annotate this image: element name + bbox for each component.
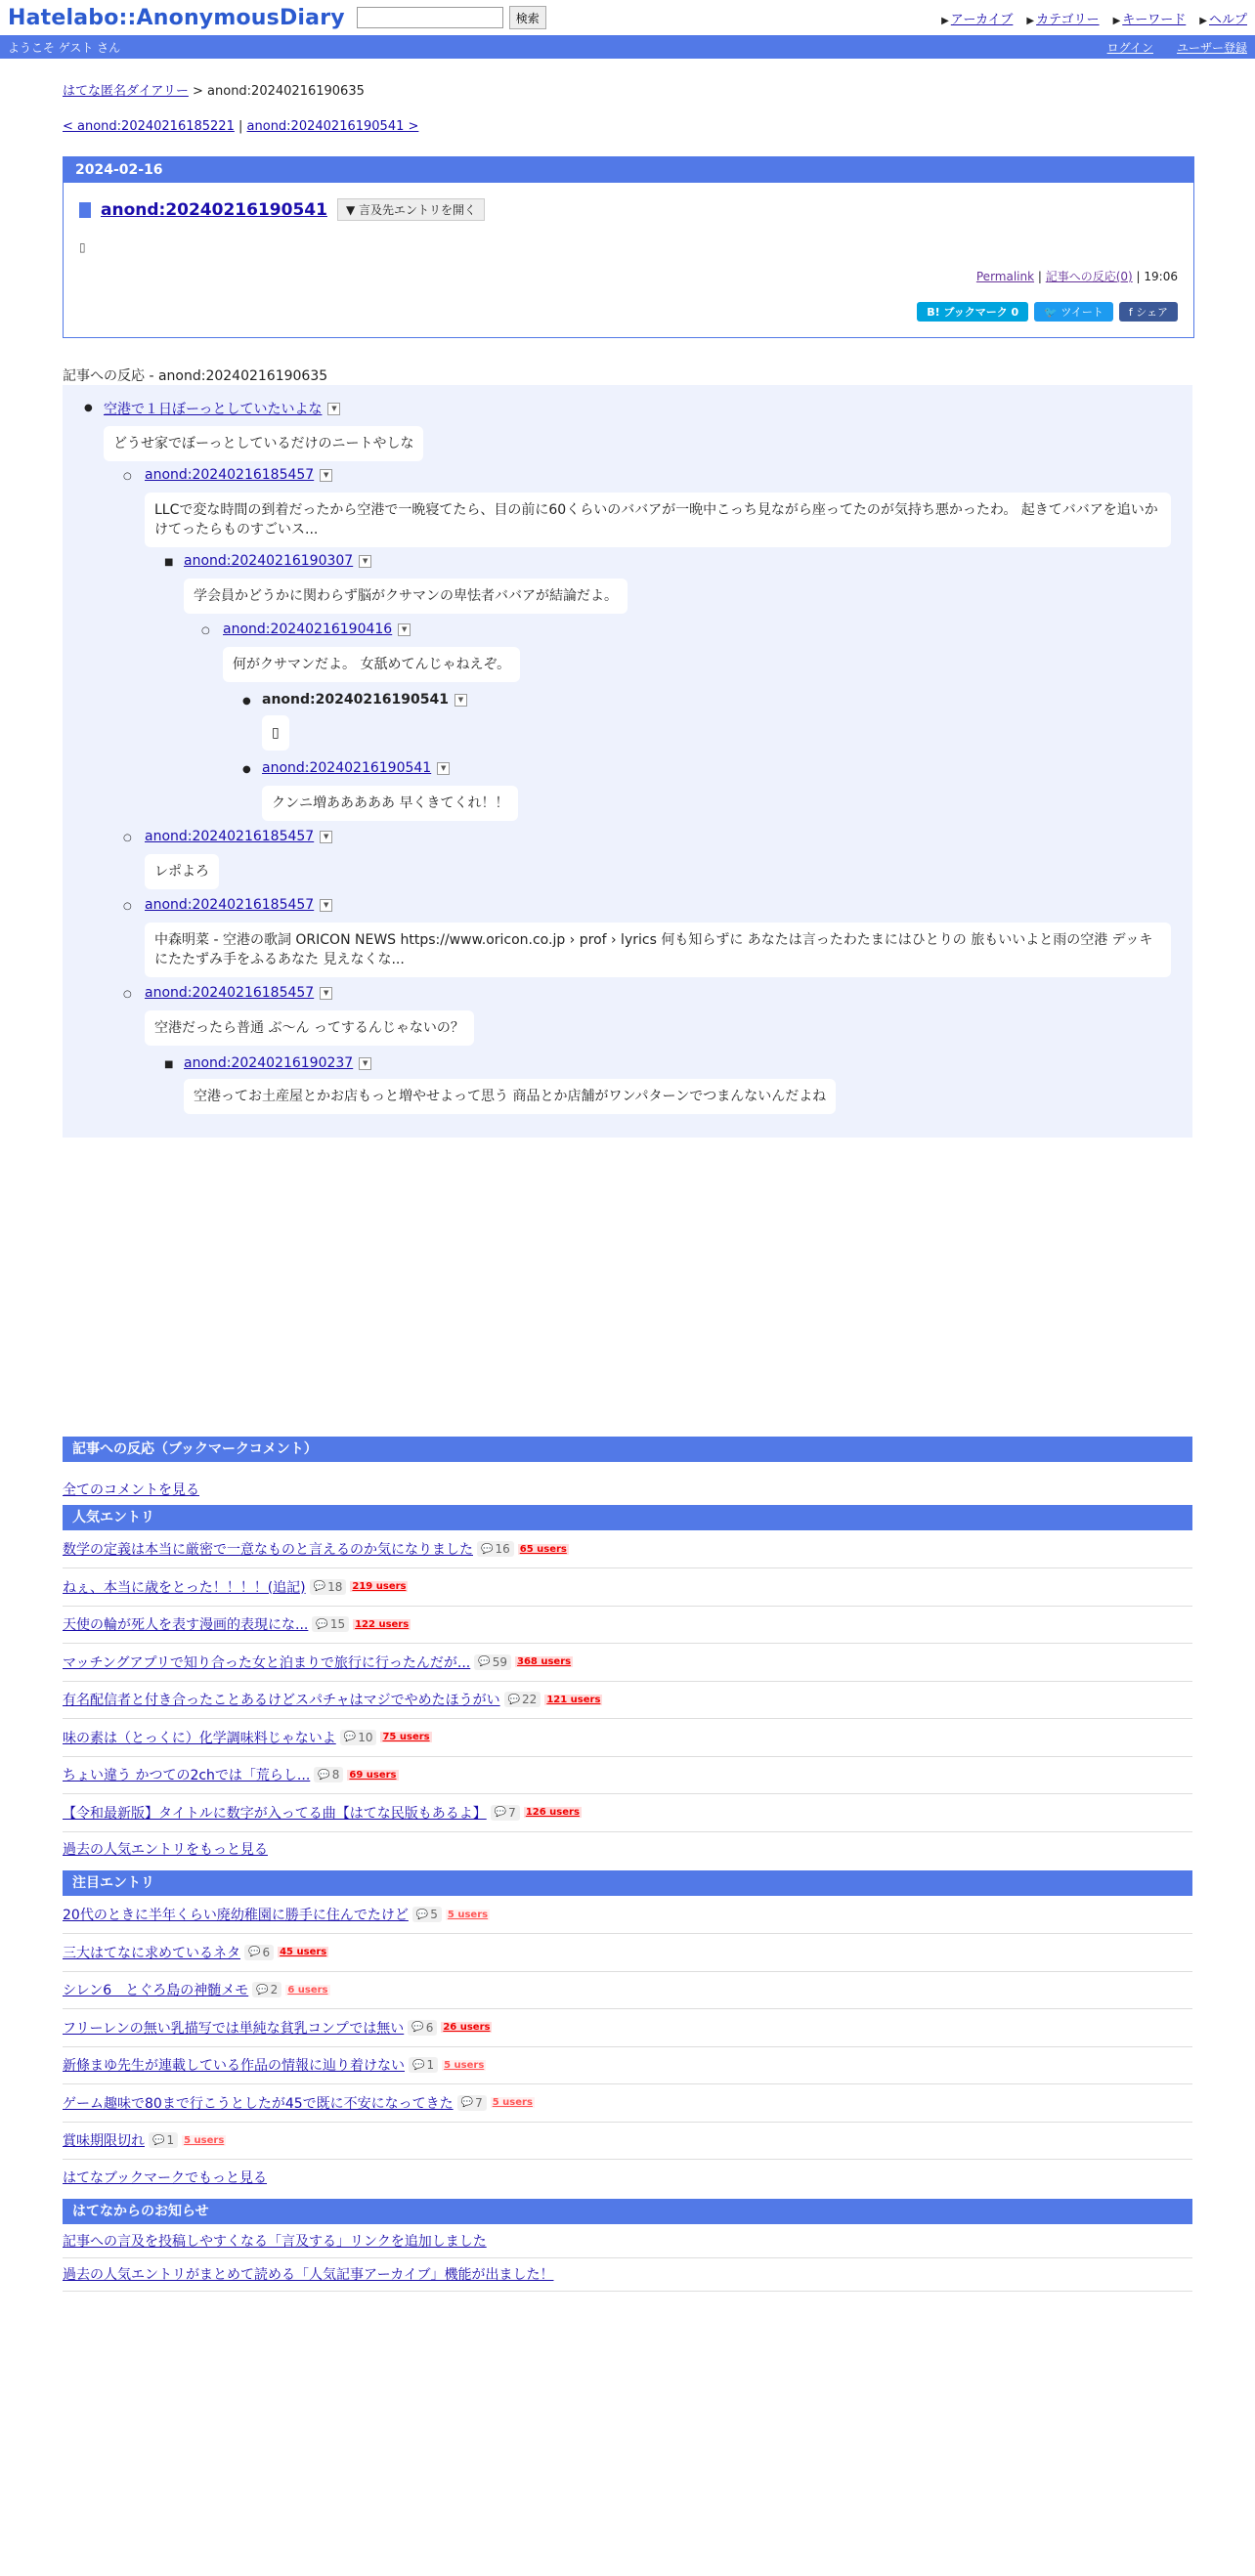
dropdown-icon[interactable]: ▼ bbox=[454, 694, 467, 707]
bullet-circle: ○ bbox=[123, 471, 132, 482]
dropdown-icon[interactable]: ▼ bbox=[320, 831, 332, 843]
dropdown-icon[interactable]: ▼ bbox=[398, 623, 411, 636]
tweet-label: ツイート bbox=[1060, 306, 1104, 319]
users-badge[interactable]: 368 users bbox=[516, 1656, 572, 1667]
popular-more-link[interactable]: 過去の人気エントリをもっと見る bbox=[63, 1842, 268, 1858]
comment-bubble-icon: 💬 bbox=[152, 2134, 165, 2146]
users-badge[interactable]: 219 users bbox=[352, 1581, 407, 1592]
comment-count[interactable] bbox=[474, 1654, 511, 1670]
reaction-node bbox=[184, 1055, 371, 1071]
reaction-bubble: クンニ増あああああ 早くきてくれ！！ bbox=[262, 786, 518, 821]
breadcrumb-current: anond:20240216190635 bbox=[207, 84, 365, 99]
facebook-share-button[interactable] bbox=[1119, 302, 1178, 322]
entry-meta: Permalink | 記事への反応(0) | 19:06 bbox=[975, 270, 1178, 283]
top-bar bbox=[0, 0, 1255, 35]
dropdown-icon[interactable]: ▼ bbox=[437, 762, 450, 775]
chevron-right-icon: ▶ bbox=[1026, 15, 1035, 26]
comment-count[interactable] bbox=[149, 2132, 178, 2148]
users-badge[interactable]: 122 users bbox=[355, 1618, 410, 1630]
comment-count[interactable] bbox=[412, 1907, 442, 1922]
users-badge[interactable]: 5 users bbox=[184, 2134, 225, 2146]
search-input[interactable] bbox=[357, 7, 503, 28]
comment-count-value: 22 bbox=[522, 1693, 538, 1706]
comment-count-value: 6 bbox=[425, 2020, 434, 2035]
reaction-node bbox=[184, 553, 371, 569]
nav-category[interactable]: カテゴリー bbox=[1036, 12, 1100, 27]
entry-link[interactable]: 有名配信者と付き合ったことあるけどスパチャはマジでやめたほうがい bbox=[63, 1693, 500, 1708]
comment-count-value: 6 bbox=[262, 1945, 271, 1959]
reactions-tree bbox=[63, 385, 1192, 1138]
comment-bubble-icon: 💬 bbox=[318, 1769, 330, 1781]
attention-entry-row bbox=[63, 2009, 1192, 2047]
reaction-node bbox=[145, 985, 332, 1001]
comment-bubble-icon: 💬 bbox=[343, 1732, 357, 1742]
news-header: はてなからのお知らせ bbox=[63, 2199, 1192, 2224]
reaction-bubble: どうせ家でぼーっとしているだけのニートやしな bbox=[104, 426, 423, 461]
entry-link[interactable]: 味の素は（とっくに）化学調味料じゃないよ bbox=[63, 1730, 336, 1746]
reaction-bubble: 空港だったら普通 ぶ〜ん ってするんじゃないの？ bbox=[145, 1010, 474, 1046]
entry-title[interactable]: anond:20240216190541 bbox=[101, 199, 327, 220]
entry-link[interactable]: ちょい違う かつての2chでは「荒らし... bbox=[63, 1768, 311, 1783]
comment-count[interactable] bbox=[409, 2057, 438, 2073]
register-link[interactable]: ユーザー登録 bbox=[1176, 40, 1247, 55]
permalink[interactable]: Permalink bbox=[975, 270, 1035, 283]
popular-entry-row bbox=[63, 1756, 1192, 1794]
facebook-icon: f bbox=[1128, 305, 1137, 319]
users-badge[interactable]: 6 users bbox=[287, 1984, 328, 1996]
comment-bubble-icon: 💬 bbox=[460, 2097, 474, 2108]
attention-entry-row bbox=[63, 2046, 1192, 2084]
users-badge[interactable]: 5 users bbox=[444, 2059, 485, 2071]
bullet-square: ■ bbox=[164, 557, 174, 568]
popular-entry-row bbox=[63, 1644, 1192, 1682]
reaction-node bbox=[145, 467, 332, 483]
reaction-link[interactable]: anond:20240216190237 bbox=[184, 1055, 354, 1071]
popular-entry-row bbox=[63, 1719, 1192, 1757]
reaction-node bbox=[262, 760, 450, 776]
bullet-circle: ○ bbox=[123, 901, 132, 912]
comment-bubble-icon: 💬 bbox=[256, 1984, 269, 1996]
attention-entry-row bbox=[63, 2084, 1192, 2123]
reaction-link[interactable]: anond:20240216185457 bbox=[145, 897, 315, 913]
comment-count-value: 7 bbox=[508, 1805, 516, 1820]
hatena-bookmark-button[interactable]: B! ブックマーク 0 bbox=[917, 302, 1028, 322]
comment-count-value: 18 bbox=[327, 1579, 343, 1594]
reaction-link[interactable]: anond:20240216185457 bbox=[145, 829, 315, 844]
reactions-title: 記事への反応 - anond:20240216190635 bbox=[63, 365, 1192, 388]
news-item bbox=[63, 2257, 1192, 2292]
popular-header: 人気エントリ bbox=[63, 1505, 1192, 1530]
news-link[interactable]: 過去の人気エントリがまとめて読める「人気記事アーカイブ」機能が出ました！ bbox=[63, 2267, 554, 2283]
comment-count[interactable] bbox=[504, 1692, 541, 1707]
entry-body: ▯ bbox=[79, 240, 86, 254]
welcome-bar bbox=[0, 35, 1255, 59]
users-badge[interactable]: 65 users bbox=[519, 1543, 567, 1555]
reaction-link[interactable]: 空港で１日ぼーっとしていたいよな bbox=[104, 402, 323, 417]
comment-count-value: 2 bbox=[270, 1983, 279, 1996]
popular-entry-row bbox=[63, 1530, 1192, 1568]
popular-entry-row bbox=[63, 1606, 1192, 1644]
users-badge[interactable]: 75 users bbox=[382, 1732, 430, 1742]
reaction-bubble: 中森明菜 - 空港の歌詞 ORICON NEWS https://www.oricon.co.jp › prof › lyrics 何も知らずに あなたは言ったわたまにはひとりの 旅もいいよと雨の空港 デッキにたたずみ手をふるあなた 見えなくな... bbox=[145, 923, 1171, 977]
twitter-icon: 🐦 bbox=[1044, 305, 1061, 319]
reaction-node-current bbox=[262, 692, 467, 708]
reaction-bubble: LLCで変な時間の到着だったから空港で一晩寝てたら、目の前に60くらいのババアが一晩中こっち見ながら座ってたのが気持ち悪かったわ。 起きてババアを追いかけてったらものすごいス... bbox=[145, 493, 1171, 547]
reaction-link[interactable]: anond:20240216190416 bbox=[223, 622, 393, 637]
attention-header: 注目エントリ bbox=[63, 1870, 1192, 1896]
comment-count[interactable] bbox=[408, 2020, 437, 2036]
reaction-bubble: レポよろ bbox=[145, 854, 219, 889]
users-badge[interactable]: 26 users bbox=[443, 2022, 491, 2033]
comment-bubble-icon: 💬 bbox=[411, 2022, 424, 2033]
comment-count-value: 1 bbox=[166, 2133, 175, 2147]
users-badge[interactable]: 126 users bbox=[525, 1807, 580, 1818]
users-badge[interactable]: 121 users bbox=[546, 1694, 601, 1705]
bullet-circle: ○ bbox=[201, 625, 210, 636]
attention-entry-row bbox=[63, 1934, 1192, 1972]
entry-link[interactable]: シレン6 とぐろ島の神髄メモ bbox=[63, 1983, 249, 1998]
day-date: 2024-02-16 bbox=[64, 157, 1193, 183]
reaction-node bbox=[145, 829, 332, 844]
comment-bubble-icon: 💬 bbox=[481, 1543, 494, 1555]
top-nav bbox=[941, 9, 1247, 27]
reaction-bubble: 学会員かどうかに関わらず脳がクサマンの卑怯者ババアが結論だよ。 bbox=[184, 579, 628, 614]
users-badge[interactable]: 5 users bbox=[447, 1909, 489, 1920]
prev-next-sep: | bbox=[238, 119, 243, 134]
entry-link[interactable]: ゲーム趣味で80まで行こうとしたが45で既に不安になってきた bbox=[63, 2095, 454, 2112]
prev-next-nav bbox=[63, 119, 1192, 134]
comment-count[interactable] bbox=[314, 1767, 343, 1782]
news-link[interactable]: 記事への言及を投稿しやすくなる「言及する」リンクを追加しました bbox=[63, 2234, 487, 2250]
login-link[interactable]: ログイン bbox=[1106, 40, 1153, 55]
comment-count-value: 5 bbox=[430, 1908, 438, 1921]
next-entry-link[interactable]: anond:20240216190541 > bbox=[246, 119, 419, 134]
nav-help[interactable]: ヘルプ bbox=[1208, 12, 1247, 27]
comment-bubble-icon: 💬 bbox=[412, 2059, 425, 2071]
popular-entry-row bbox=[63, 1794, 1192, 1832]
reaction-link[interactable]: anond:20240216190541 bbox=[262, 760, 432, 776]
search-form bbox=[357, 6, 546, 29]
attention-entry-row bbox=[63, 1896, 1192, 1934]
all-comments-link[interactable]: 全てのコメントを見る bbox=[63, 1482, 199, 1498]
entry-link[interactable]: 数学の定義は本当に厳密で一意なものと言えるのか気になりました bbox=[63, 1542, 473, 1558]
reaction-link[interactable]: anond:20240216190307 bbox=[184, 553, 354, 569]
comment-count[interactable] bbox=[252, 1982, 281, 1997]
comment-bubble-icon: 💬 bbox=[316, 1618, 328, 1630]
popular-entry-row bbox=[63, 1681, 1192, 1719]
reaction-link[interactable]: anond:20240216185457 bbox=[145, 985, 315, 1001]
breadcrumb bbox=[63, 80, 1192, 99]
comment-bubble-icon: 💬 bbox=[507, 1694, 521, 1705]
comment-count[interactable] bbox=[244, 1945, 274, 1960]
bullet-disc: ● bbox=[242, 764, 251, 775]
bullet-circle: ○ bbox=[123, 989, 132, 1000]
entry-link[interactable]: 賞味期限切れ bbox=[63, 2133, 145, 2149]
dropdown-icon[interactable]: ▼ bbox=[320, 987, 332, 1000]
entry-link[interactable]: マッチングアプリで知り合った女と泊まりで旅行に行ったんだが... bbox=[63, 1654, 471, 1671]
chevron-right-icon: ▶ bbox=[941, 15, 949, 26]
comment-bubble-icon: 💬 bbox=[415, 1909, 429, 1920]
day-section bbox=[63, 156, 1194, 338]
bullet-disc: ● bbox=[242, 696, 251, 707]
attention-more-link[interactable]: はてなブックマークでもっと見る bbox=[63, 2170, 268, 2186]
entry-time: 19:06 bbox=[1144, 270, 1178, 283]
dropdown-icon[interactable]: ▼ bbox=[320, 899, 332, 912]
open-reference-button[interactable]: ▼ 言及先エントリを開く bbox=[337, 198, 485, 221]
breadcrumb-sep: > bbox=[192, 84, 203, 99]
users-badge[interactable]: 69 users bbox=[349, 1769, 397, 1781]
dropdown-icon[interactable]: ▼ bbox=[320, 469, 332, 482]
entry bbox=[64, 183, 1193, 337]
chevron-right-icon: ▶ bbox=[1199, 15, 1207, 26]
facebook-label: シェア bbox=[1136, 306, 1168, 319]
search-button[interactable]: 検索 bbox=[509, 6, 546, 29]
entry-marker-icon bbox=[79, 202, 91, 218]
entry-link[interactable]: 三大はてなに求めているネタ bbox=[63, 1945, 240, 1961]
users-badge[interactable]: 5 users bbox=[492, 2097, 533, 2108]
comment-count-value: 1 bbox=[426, 2058, 435, 2072]
site-logo[interactable]: Hatelabo::AnonymousDiary bbox=[8, 5, 345, 30]
comment-bubble-icon: 💬 bbox=[248, 1947, 261, 1957]
reaction-link[interactable]: anond:20240216185457 bbox=[145, 467, 315, 483]
comment-count-value: 59 bbox=[492, 1654, 507, 1669]
comment-count[interactable] bbox=[477, 1541, 514, 1557]
comment-count-value: 7 bbox=[475, 2095, 483, 2110]
attention-entry-row bbox=[63, 2122, 1192, 2160]
entry-link[interactable]: 20代のときに半年くらい廃幼稚園に勝手に住んでたけど bbox=[63, 1908, 409, 1923]
dropdown-icon[interactable]: ▼ bbox=[327, 403, 340, 415]
entry-link[interactable]: 新條まゆ先生が連載している作品の情報に辿り着けない bbox=[63, 2058, 405, 2074]
bullet-disc: ● bbox=[84, 403, 93, 413]
chevron-right-icon: ▶ bbox=[1112, 15, 1121, 26]
reaction-bubble: 何がクサマンだよ。 女舐めてんじゃねえぞ。 bbox=[223, 647, 520, 682]
dropdown-icon[interactable]: ▼ bbox=[359, 555, 371, 568]
entry-link[interactable]: 天使の輪が死人を表す漫画的表現にな... bbox=[63, 1617, 309, 1633]
popular-entry-row bbox=[63, 1568, 1192, 1607]
reaction-current-id: anond:20240216190541 bbox=[262, 692, 449, 708]
breadcrumb-home[interactable]: はてな匿名ダイアリー bbox=[63, 84, 189, 99]
welcome-text: ようこそ ゲスト さん bbox=[8, 40, 121, 55]
bullet-square: ■ bbox=[164, 1059, 174, 1070]
comment-bubble-icon: 💬 bbox=[313, 1581, 326, 1592]
reaction-node bbox=[145, 897, 332, 913]
comment-bubble-icon: 💬 bbox=[494, 1807, 507, 1818]
comment-count[interactable] bbox=[340, 1730, 377, 1745]
entry-link[interactable]: ねぇ、本当に歳をとった！！！！(追記) bbox=[63, 1579, 306, 1596]
comment-count-value: 8 bbox=[331, 1768, 340, 1782]
comment-count[interactable] bbox=[312, 1616, 349, 1632]
comment-count-value: 16 bbox=[495, 1542, 510, 1556]
dropdown-icon[interactable]: ▼ bbox=[359, 1057, 371, 1070]
nav-keyword[interactable]: キーワード bbox=[1122, 12, 1187, 27]
nav-archive[interactable]: アーカイブ bbox=[950, 12, 1014, 27]
news-item bbox=[63, 2224, 1192, 2258]
reaction-bubble: ▯ bbox=[262, 715, 289, 751]
tweet-button[interactable] bbox=[1034, 302, 1113, 322]
reaction-node bbox=[104, 399, 340, 418]
entry-link[interactable]: 【令和最新版】タイトルに数字が入ってる曲【はてな民版もあるよ】 bbox=[63, 1805, 487, 1822]
comment-bubble-icon: 💬 bbox=[478, 1656, 491, 1667]
comment-count-value: 15 bbox=[329, 1617, 346, 1631]
attention-entry-row bbox=[63, 1971, 1192, 2009]
entry-link[interactable]: フリーレンの無い乳描写では単純な貧乳コンプでは無い bbox=[63, 2020, 405, 2037]
comment-count[interactable] bbox=[310, 1579, 347, 1595]
prev-entry-link[interactable]: < anond:20240216185221 bbox=[63, 119, 235, 134]
comment-count[interactable] bbox=[491, 1805, 520, 1821]
share-buttons bbox=[79, 302, 1178, 322]
reaction-node bbox=[223, 622, 411, 637]
reactions-link[interactable]: 記事への反応(0) bbox=[1045, 270, 1133, 283]
bookmark-comments-header: 記事への反応（ブックマークコメント） bbox=[63, 1437, 1192, 1462]
bullet-circle: ○ bbox=[123, 833, 132, 843]
reaction-bubble: 空港ってお土産屋とかお店もっと増やせよって思う 商品とか店舗がワンパターンでつまんないんだよね bbox=[184, 1079, 836, 1114]
comment-count-value: 10 bbox=[358, 1730, 373, 1744]
comment-count[interactable] bbox=[457, 2095, 487, 2111]
users-badge[interactable]: 45 users bbox=[280, 1947, 327, 1957]
